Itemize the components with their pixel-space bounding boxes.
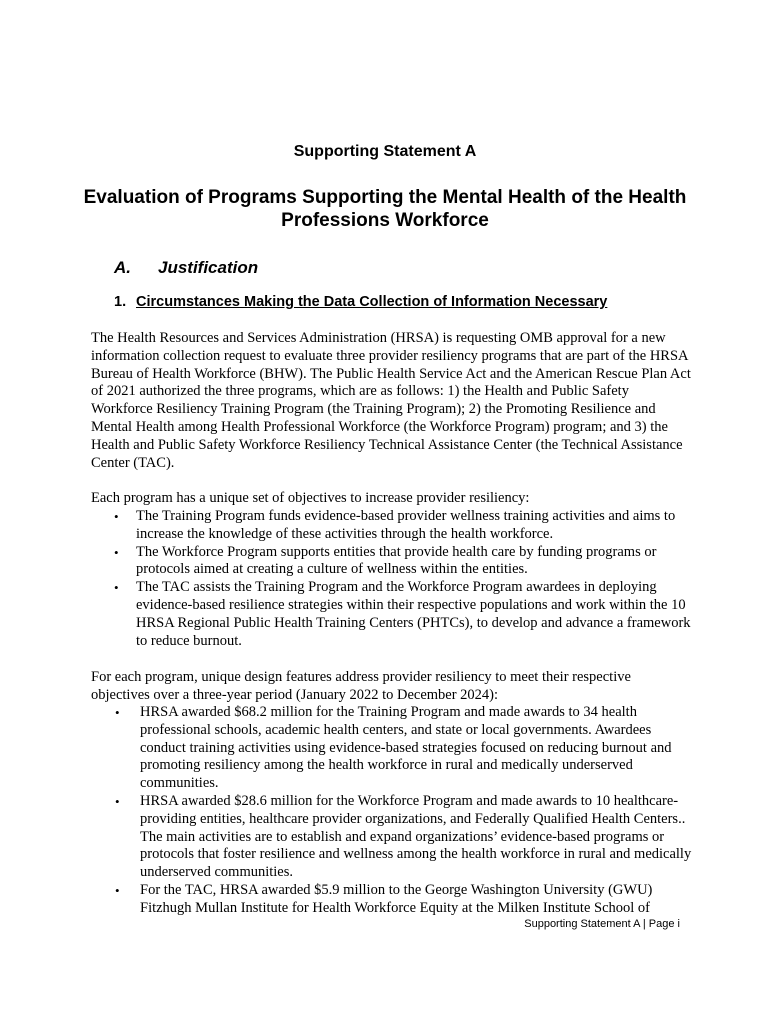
document-title: Evaluation of Programs Supporting the Mental Health of the Health Professions Workforce: [83, 187, 687, 231]
design-features-list: [115, 704, 692, 918]
list-item-text: The TAC assists the Training Program and the Workforce Program awardees in deploying evidence-based resilience strategies within their respective populations and work within the 10 HRSA Regional Public Health Training Centers (PHTCs), to develop and advance a framework to reduce burnout.: [136, 579, 691, 649]
list-item: [114, 579, 691, 650]
objectives-list: [114, 508, 691, 650]
list-item-text: HRSA awarded $28.6 million for the Workforce Program and made awards to 10 healthcare-providing entities, healthcare provider organizations, and Federally Qualified Health Centers.. The main activities are to establish and expand organizations’ evidence-based programs or protocols that foster resilience and wellness among the health workforce in rural and medically underserved communities.: [140, 792, 692, 881]
design-intro-paragraph: For each program, unique design features address provider resiliency to meet their respective objectives over a three-year period (January 2022 to December 2024):: [91, 669, 631, 703]
list-item: [114, 508, 691, 544]
bullet-icon: •: [115, 705, 120, 720]
document-subtitle: Supporting Statement A: [293, 143, 477, 160]
bullet-icon: •: [114, 544, 119, 560]
list-item-text: For the TAC, HRSA awarded $5.9 million to the George Washington University (GWU) Fitzhugh Mullan Institute for Health Workforce Equity at the Milken Institute School of: [140, 881, 653, 916]
bullet-icon: •: [115, 882, 120, 898]
bullet-icon: •: [114, 580, 119, 596]
objectives-intro-paragraph: Each program has a unique set of objectives to increase provider resiliency:: [91, 490, 530, 506]
subsection-heading: [114, 294, 607, 310]
bullet-icon: •: [115, 793, 120, 809]
bullet-icon: •: [114, 509, 119, 524]
subsection-number: 1.: [114, 294, 127, 310]
list-item: [115, 881, 692, 918]
subsection-title: Circumstances Making the Data Collection of Information Necessary: [136, 294, 608, 310]
list-item-text: HRSA awarded $68.2 million for the Training Program and made awards to 34 health professional schools, academic health centers, and state or local governments. Awardees conduct training activities using evidence-based strategies focused on reducing burnout and promoting resiliency among the health workforce in rural and medically underserved communities.: [140, 704, 672, 792]
page-footer: Supporting Statement A | Page i: [524, 918, 680, 930]
section-title: Justification: [158, 258, 259, 277]
list-item: [115, 704, 692, 793]
list-item: [115, 792, 692, 882]
list-item-text: The Workforce Program supports entities that provide health care by funding programs or protocols aimed at creating a culture of wellness within the entities.: [136, 543, 657, 578]
intro-paragraph: The Health Resources and Services Administration (HRSA) is requesting OMB approval for a new information collection request to evaluate three provider resiliency programs that are part of the HRSA Bureau of Health Workforce (BHW). The Public Health Service Act and the American Rescue Plan Act of 2021 authorized the three programs, which are as follows: 1) the Health and Public Safety Workforce Resiliency Training Program (the Training Program); 2) the Promoting Resilience and Mental Health among Health Professional Workforce (the Workforce Program) program; and 3) the Health and Public Safety Workforce Resiliency Technical Assistance Center (the Technical Assistance Center (TAC).: [91, 330, 691, 471]
section-letter: A.: [114, 258, 131, 277]
section-heading: [114, 258, 258, 278]
list-item-text: The Training Program funds evidence-based provider wellness training activities and aims to increase the knowledge of these activities through the health workforce.: [136, 508, 676, 542]
list-item: [114, 543, 691, 580]
